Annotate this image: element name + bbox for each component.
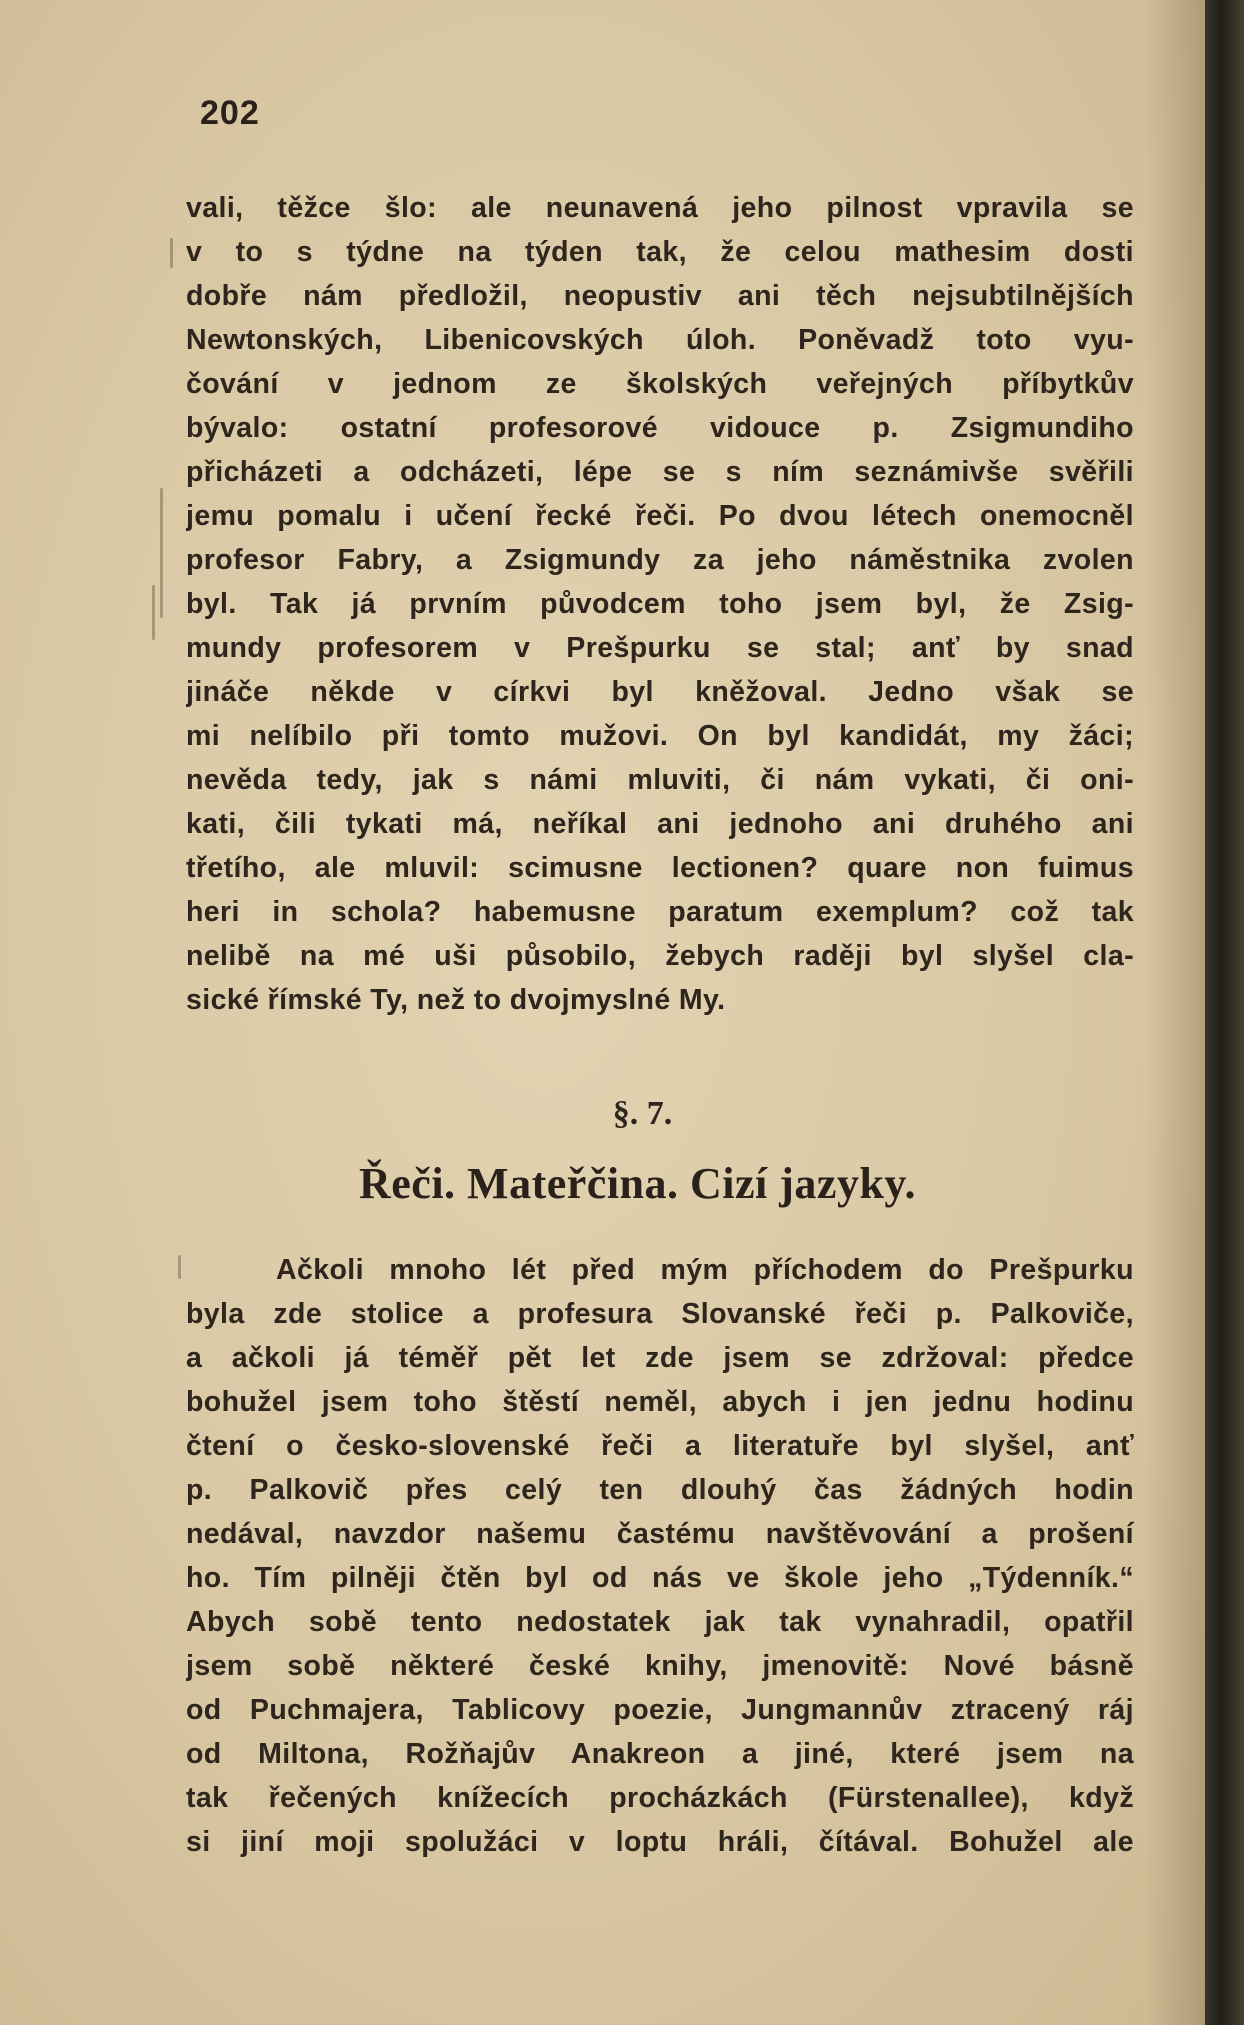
text-line: byl. Tak já prvním původcem toho jsem byl, že Zsig-: [186, 588, 1134, 620]
margin-pencil-mark: [178, 1255, 181, 1279]
text-line: profesor Fabry, a Zsigmundy za jeho náměstnika zvolen: [186, 544, 1134, 576]
text-line: mi nelíbilo při tomto mužovi. On byl kandidát, my žáci;: [186, 720, 1134, 752]
text-line: nevěda tedy, jak s námi mluviti, či nám vykati, či oni-: [186, 764, 1134, 796]
text-line: od Puchmajera, Tablicovy poezie, Jungmannův ztracený ráj: [186, 1694, 1134, 1726]
text-line: nelibě na mé uši působilo, žebych raději byl slyšel cla-: [186, 940, 1134, 972]
text-line: bývalo: ostatní profesorové vidouce p. Zsigmundiho: [186, 412, 1134, 444]
text-line: bohužel jsem toho štěstí neměl, abych i jen jednu hodinu: [186, 1386, 1134, 1418]
text-line: mundy profesorem v Prešpurku se stal; anť by snad: [186, 632, 1134, 664]
text-line: v to s týdne na týden tak, že celou mathesim dosti: [186, 236, 1134, 268]
text-line: Newtonských, Libenicovských úloh. Poněvadž toto vyu-: [186, 324, 1134, 356]
text-line: třetího, ale mluvil: scimusne lectionen? quare non fuimus: [186, 852, 1134, 884]
text-line: si jiní moji spolužáci v loptu hráli, čítával. Bohužel ale: [186, 1826, 1134, 1858]
text-line: p. Palkovič přes celý ten dlouhý čas žádných hodin: [186, 1474, 1134, 1506]
text-line: vali, těžce šlo: ale neunavená jeho pilnost vpravila se: [186, 192, 1134, 224]
text-line: jsem sobě některé české knihy, jmenovitě: Nové básně: [186, 1650, 1134, 1682]
text-line: byla zde stolice a profesura Slovanské řeči p. Palkoviče,: [186, 1298, 1134, 1330]
text-line: a ačkoli já téměř pět let zde jsem se zdržoval: předce: [186, 1342, 1134, 1374]
paragraph-2: [186, 1248, 1134, 1864]
text-line: nedával, navzdor našemu častému navštěvování a prošení: [186, 1518, 1134, 1550]
text-line: dobře nám předložil, neopustiv ani těch nejsubtilnějších: [186, 280, 1134, 312]
text-line: ho. Tím pilněji čtěn byl od nás ve škole jeho „Týdenník.“: [186, 1562, 1134, 1594]
page-number: 202: [200, 94, 260, 132]
margin-pencil-mark: [170, 238, 173, 268]
text-line: Ačkoli mnoho lét před mým příchodem do Prešpurku: [276, 1254, 1134, 1286]
text-line: přicházeti a odcházeti, lépe se s ním seznámivše svěřili: [186, 456, 1134, 488]
text-line: čování v jednom ze školských veřejných příbytkův: [186, 368, 1134, 400]
text-line: Abych sobě tento nedostatek jak tak vynahradil, opatřil: [186, 1606, 1134, 1638]
book-spine-shadow: [1205, 0, 1244, 2025]
text-line: tak řečených knížecích procházkách (Fürstenallee), když: [186, 1782, 1134, 1814]
text-line: čtení o česko-slovenské řeči a literatuře byl slyšel, anť: [186, 1430, 1134, 1462]
section-number: §. 7.: [612, 1095, 673, 1132]
margin-pencil-mark: [160, 488, 163, 618]
section-heading: Řeči. Mateřčina. Cizí jazyky.: [358, 1159, 916, 1208]
text-line: jemu pomalu i učení řecké řeči. Po dvou létech onemocněl: [186, 500, 1134, 532]
text-line: sické římské Ty, než to dvojmyslné My.: [186, 984, 726, 1016]
text-line: heri in schola? habemusne paratum exemplum? což tak: [186, 896, 1134, 928]
paragraph-1: [186, 186, 1134, 1022]
margin-pencil-mark: [152, 585, 155, 640]
text-line: kati, čili tykati má, neříkal ani jednoho ani druhého ani: [186, 808, 1134, 840]
text-line: od Miltona, Rožňajův Anakreon a jiné, které jsem na: [186, 1738, 1134, 1770]
text-line: jináče někde v církvi byl kněžoval. Jedno však se: [186, 676, 1134, 708]
